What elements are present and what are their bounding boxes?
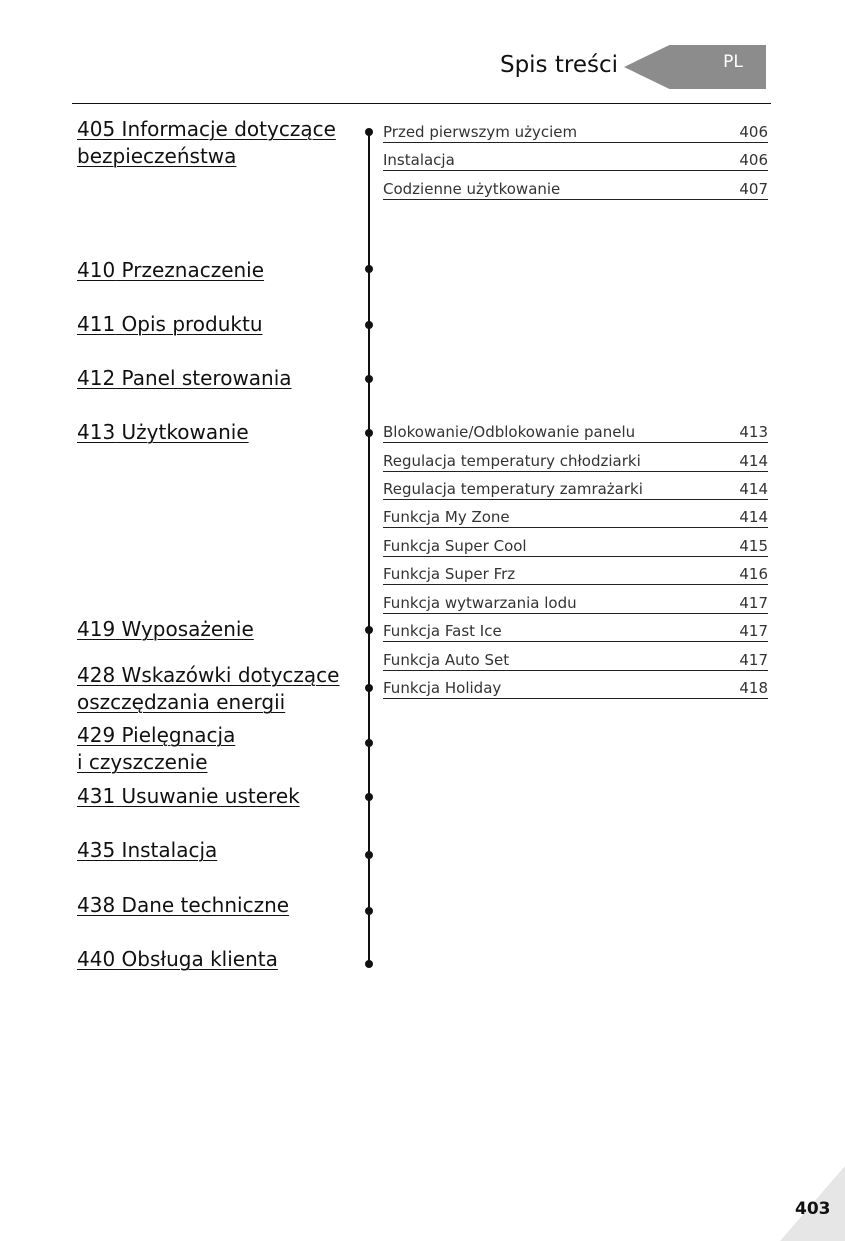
section-number: 412 xyxy=(77,366,116,390)
section-title: Wskazówki dotyczące xyxy=(121,663,340,687)
header-divider xyxy=(72,103,771,104)
section-title: Przeznaczenie xyxy=(121,258,265,282)
section-title: Panel sterowania xyxy=(121,366,292,390)
subentry-title: Funkcja Holiday xyxy=(383,679,502,697)
section-number: 431 xyxy=(77,784,116,808)
toc-subentry[interactable] xyxy=(383,589,768,614)
toc-subentry[interactable] xyxy=(383,617,768,642)
language-label: PL xyxy=(723,52,743,72)
timeline-dot xyxy=(365,907,373,915)
subentry-page: 406 xyxy=(739,151,768,169)
section-number: 411 xyxy=(77,312,116,336)
toc-subentry[interactable] xyxy=(383,418,768,443)
subentry-page: 418 xyxy=(739,679,768,697)
timeline-dot xyxy=(365,684,373,692)
toc-section-429[interactable] xyxy=(77,722,357,776)
timeline-dot xyxy=(365,265,373,273)
section-title: Opis produktu xyxy=(121,312,263,336)
section-number: 435 xyxy=(77,838,116,862)
section-number: 410 xyxy=(77,258,116,282)
section-title: Obsługa klienta xyxy=(121,947,278,971)
subentry-title: Funkcja Super Frz xyxy=(383,565,516,583)
toc-subentry[interactable] xyxy=(383,447,768,472)
section-title: Pielęgnacja xyxy=(121,723,236,747)
subentry-page: 414 xyxy=(739,452,768,470)
toc-subentry[interactable] xyxy=(383,118,768,143)
timeline-dot xyxy=(365,128,373,136)
subentry-page: 414 xyxy=(739,508,768,526)
section-title: Informacje dotyczące xyxy=(121,117,336,141)
section-number: 440 xyxy=(77,947,116,971)
toc-section-411[interactable] xyxy=(77,311,357,338)
toc-section-438[interactable] xyxy=(77,892,357,919)
subentry-page: 415 xyxy=(739,537,768,555)
subentry-page: 406 xyxy=(739,123,768,141)
subentry-title: Funkcja Fast Ice xyxy=(383,622,502,640)
toc-subentry[interactable] xyxy=(383,646,768,671)
subentry-page: 417 xyxy=(739,622,768,640)
toc-section-412[interactable] xyxy=(77,365,357,392)
subentry-page: 413 xyxy=(739,423,768,441)
section-title: Usuwanie usterek xyxy=(121,784,300,808)
timeline-dot xyxy=(365,375,373,383)
subentry-page: 407 xyxy=(739,180,768,198)
section-number: 413 xyxy=(77,420,116,444)
toc-subentry[interactable] xyxy=(383,674,768,699)
timeline-dot xyxy=(365,626,373,634)
timeline-dot xyxy=(365,739,373,747)
toc-section-413[interactable] xyxy=(77,419,357,446)
timeline-dot xyxy=(365,960,373,968)
timeline-dot xyxy=(365,321,373,329)
subentry-title: Regulacja temperatury zamrażarki xyxy=(383,480,643,498)
toc-subentry[interactable] xyxy=(383,175,768,200)
timeline-dot xyxy=(365,793,373,801)
toc-section-440[interactable] xyxy=(77,946,357,973)
subentry-title: Instalacja xyxy=(383,151,455,169)
section-title: Wyposażenie xyxy=(121,617,254,641)
section-title: Dane techniczne xyxy=(121,893,290,917)
toc-subentry[interactable] xyxy=(383,146,768,171)
subentry-title: Funkcja Super Cool xyxy=(383,537,527,555)
subentry-title: Regulacja temperatury chłodziarki xyxy=(383,452,641,470)
timeline-dot xyxy=(365,851,373,859)
section-title-line2: bezpieczeństwa xyxy=(77,144,237,168)
toc-section-435[interactable] xyxy=(77,837,357,864)
toc-subentry[interactable] xyxy=(383,532,768,557)
subentry-title: Funkcja Auto Set xyxy=(383,651,510,669)
subentry-page: 416 xyxy=(739,565,768,583)
subentry-title: Blokowanie/Odblokowanie panelu xyxy=(383,423,636,441)
section-number: 405 xyxy=(77,117,116,141)
section-number: 428 xyxy=(77,663,116,687)
toc-subentry[interactable] xyxy=(383,503,768,528)
subentry-title: Funkcja wytwarzania lodu xyxy=(383,594,577,612)
section-title: Użytkowanie xyxy=(121,420,249,444)
toc-subentry[interactable] xyxy=(383,475,768,500)
toc-section-431[interactable] xyxy=(77,783,357,810)
section-title: Instalacja xyxy=(121,838,218,862)
toc-section-405[interactable] xyxy=(77,116,357,170)
toc-section-428[interactable] xyxy=(77,662,357,716)
toc-section-410[interactable] xyxy=(77,257,357,284)
subentry-title: Codzienne użytkowanie xyxy=(383,180,561,198)
toc-subentry[interactable] xyxy=(383,560,768,585)
timeline-dot xyxy=(365,429,373,437)
subentry-title: Przed pierwszym użyciem xyxy=(383,123,578,141)
page-title: Spis treści xyxy=(499,52,618,78)
section-number: 438 xyxy=(77,893,116,917)
section-title-line2: oszczędzania energii xyxy=(77,690,286,714)
section-number: 419 xyxy=(77,617,116,641)
subentry-page: 417 xyxy=(739,651,768,669)
subentry-page: 417 xyxy=(739,594,768,612)
subentry-page: 414 xyxy=(739,480,768,498)
section-number: 429 xyxy=(77,723,116,747)
subentry-title: Funkcja My Zone xyxy=(383,508,510,526)
toc-section-419[interactable] xyxy=(77,616,357,643)
page-number: 403 xyxy=(795,1199,831,1219)
section-title-line2: i czyszczenie xyxy=(77,750,208,774)
toc-timeline xyxy=(368,131,370,964)
